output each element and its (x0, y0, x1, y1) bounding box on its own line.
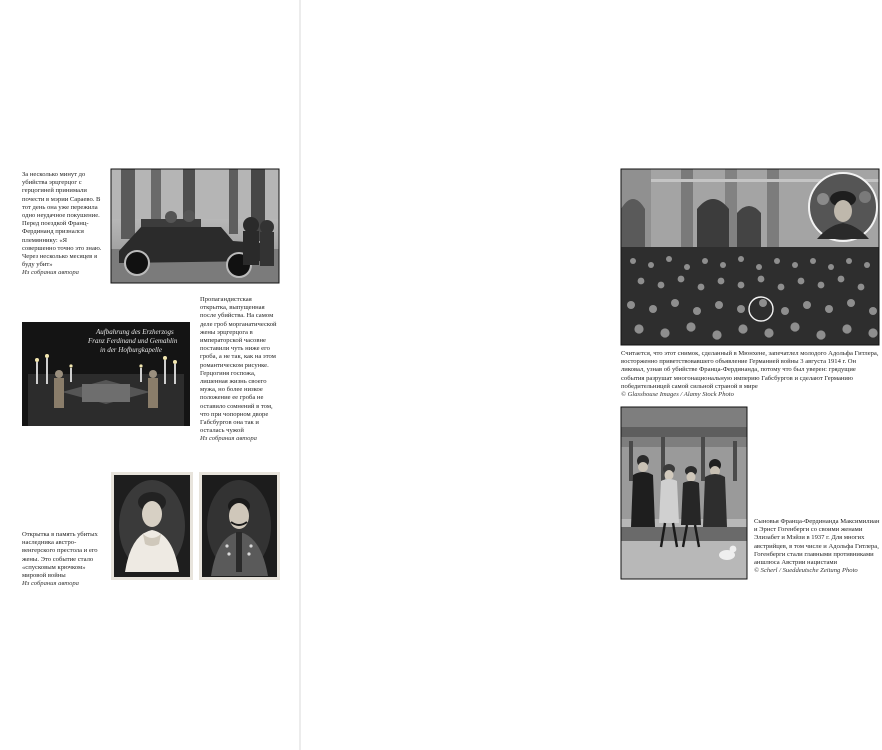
caption-munich-source: © Glasshouse Images / Alamy Stock Photo (621, 391, 734, 399)
caption-sarajevo (22, 171, 102, 278)
postcard-script-line3: in der Hofburgkapelle (100, 346, 162, 354)
postcard-script-line1: Aufbahrung des Erzherzogs (96, 328, 174, 336)
caption-sons (754, 518, 882, 575)
photo-hohenberg-sons (621, 407, 747, 579)
caption-postcard (200, 296, 280, 444)
caption-munich-text: Считается, что этот снимок, сделанный в Мюнхене, запечатлел молодого Адольфа Гитлера, восторженно приветствовавшего объявление Германией войны 3 августа 1914 г. Он ликовал, узнав об убийстве Франца-Фердинанда, потому что был уверен: грядущие события разрушат многонациональную империю Габсбургов и сделают Германию победительницей самой сильной страной в мире (621, 350, 879, 390)
photo-duchess-portrait (111, 472, 193, 580)
caption-sarajevo-text: За несколько минут до убийства эрцгерцог с герцогиней принимали почести в мэрии Сараево. В тот день она уже пережила одно неудачное покушение. Перед поездкой Франц-Фердинанд признался племяннику: «Я совершенно точно это знаю. Через несколько месяцев я буду убит» (22, 171, 102, 269)
caption-postcard-text: Пропагандистская открытка, выпущенная после убийства. На самом деле гроб морганатической жены эрцгерцога в императорской часовне поставили чуть ниже его гроба, а не так, как на этом романтическом рисунке. Герцогиня госпожа, лишенная жизнь своего мужа, но более низкое положение ее гроба не оставило сомнений в том, что при чопорном дворе Габсбургов она так и осталась чужой (200, 296, 277, 435)
caption-sons-text: Сыновья Франца-Фердинанда Максимилиан и Эрнст Гогенберги со своими женами Элизабет и Мэйзи в 1937 г. Для многих австрийцев, в том числе и Адольфа Гитлера, Гогенберги стали главными противниками аншлюса Австрии нацистами (754, 518, 880, 567)
caption-sarajevo-source: Из собрания автора (22, 269, 79, 277)
caption-munich (621, 350, 879, 399)
caption-sons-source: © Scherl / Sueddeutsche Zeitung Photo (754, 567, 858, 575)
caption-postcard-source: Из собрания автора (200, 435, 257, 443)
photo-archduke-portrait (199, 472, 280, 580)
photo-funeral-postcard (22, 322, 190, 426)
photo-sarajevo-car (111, 169, 279, 283)
postcard-script-line2: Franz Ferdinand und Gemahlin (88, 337, 178, 345)
caption-memorial-source: Из собрания автора (22, 580, 79, 588)
caption-memorial-text: Открытка в память убитых наследника австро-венгерского престола и его жены. Это событие стало «спусковым крючком» мировой войны (22, 531, 98, 580)
right-page (300, 0, 880, 750)
photo-munich-crowd (621, 169, 879, 345)
left-page (0, 0, 300, 750)
caption-memorial (22, 531, 104, 588)
